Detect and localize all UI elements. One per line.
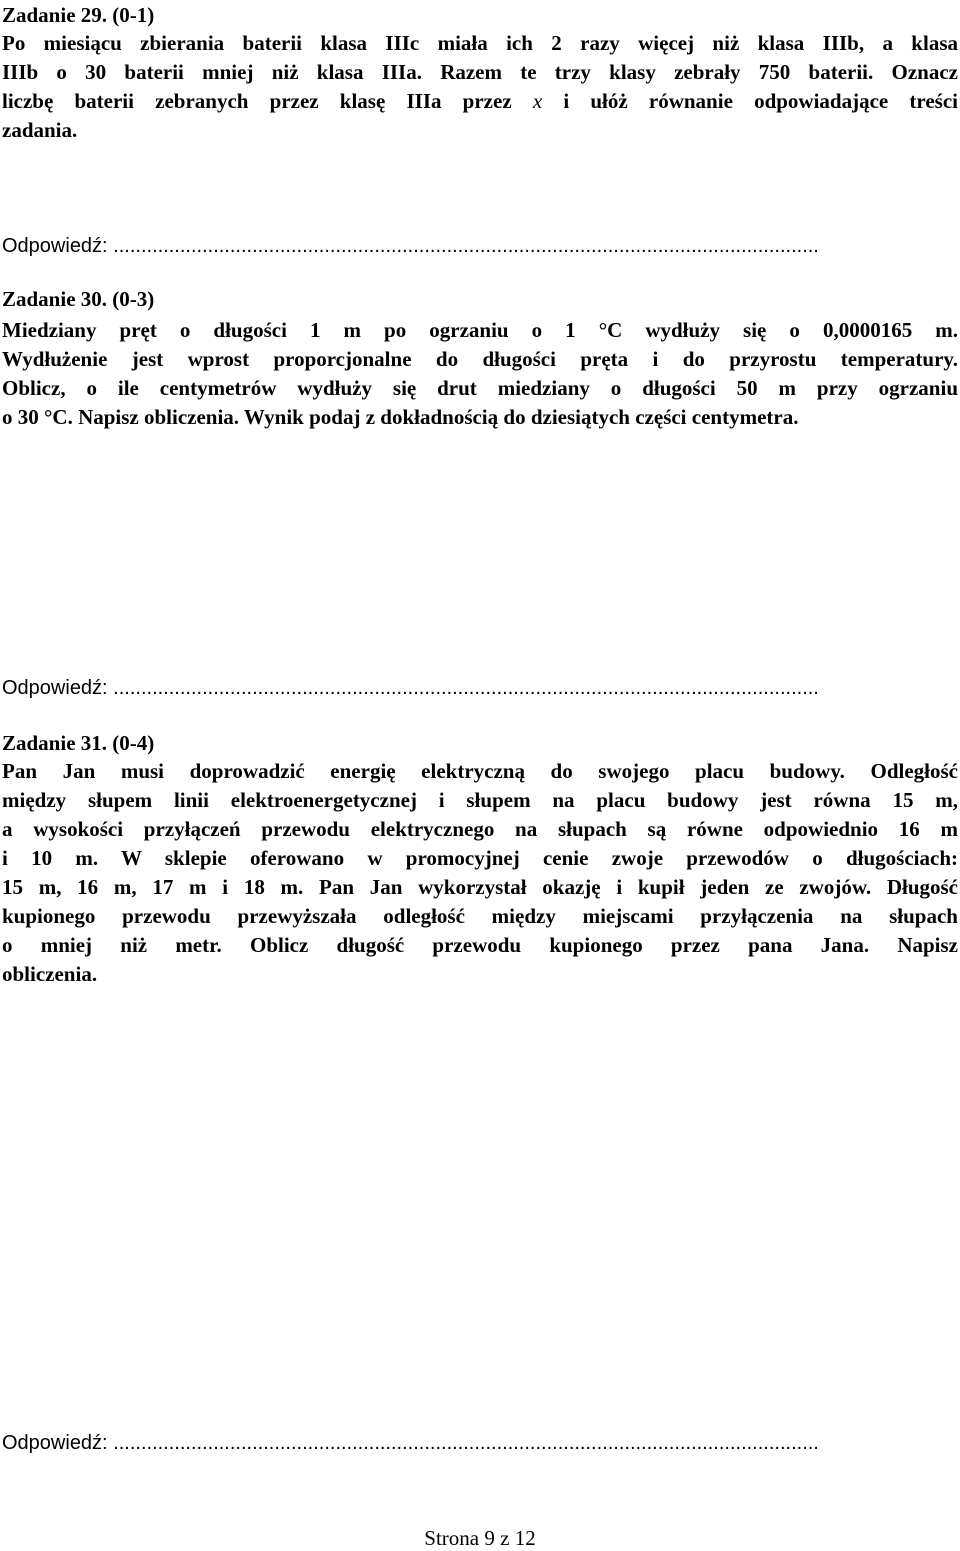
task-30-line-4: o 30 °C. Napisz obliczenia. Wynik podaj z dokładnością do dziesiątych części centymetra. [2,405,799,429]
task-29-line-3 [2,87,958,116]
task-31-line-8: obliczenia. [2,962,98,986]
task-31-line-7: o mniej niż metr. Oblicz długość przewodu kupionego przez pana Jana. Napisz [2,933,958,957]
task-31-line-6: kupionego przewodu przewyższała odległość między miejscami przyłączenia na słupach [2,904,958,928]
task-29-line-3-start: liczbę baterii zebranych przez klasę IIIa przez [2,89,512,113]
task-29-answer-line[interactable]: Odpowiedź: ............................................................................................................................... [2,235,819,257]
task-29-line-4: zadania. [2,118,78,142]
task-30-line-3: Oblicz, o ile centymetrów wydłuży się drut miedziany o długości 50 m przy ogrzaniu [2,376,958,400]
task-29-line-2: IIIb o 30 baterii mniej niż klasa IIIa. Razem te trzy klasy zebrały 750 baterii. Oznacz [2,60,958,84]
task-29-title: Zadanie 29. (0-1) [2,3,155,27]
task-30-text [2,316,958,432]
task-29-line-3-end: i ułóż równanie odpowiadające treści [563,89,959,113]
task-31-text [2,757,958,989]
page-number: Strona 9 z 12 [424,1526,536,1550]
task-29-text [2,29,958,145]
task-31-line-3: a wysokości przyłączeń przewodu elektrycznego na słupach są równe odpowiednio 16 m [2,817,958,841]
task-31-line-2: między słupem linii elektroenergetycznej i słupem na placu budowy jest równa 15 m, [2,788,958,812]
task-30-line-2: Wydłużenie jest wprost proporcjonalne do długości pręta i do przyrostu temperatury. [2,347,958,371]
task-30-answer-line[interactable]: Odpowiedź: ............................................................................................................................... [2,677,819,699]
task-31-line-5: 15 m, 16 m, 17 m i 18 m. Pan Jan wykorzystał okazję i kupił jeden ze zwojów. Długość [2,875,958,899]
variable-x: x [532,89,543,113]
task-30-line-1: Miedziany pręt o długości 1 m po ogrzaniu o 1 °C wydłuży się o 0,0000165 m. [2,318,958,342]
task-31-answer-line[interactable]: Odpowiedź: ............................................................................................................................... [2,1432,819,1454]
task-31-line-1: Pan Jan musi doprowadzić energię elektryczną do swojego placu budowy. Odległość [2,759,958,783]
task-31-line-4: i 10 m. W sklepie oferowano w promocyjnej cenie zwoje przewodów o długościach: [2,846,958,870]
task-29-line-1: Po miesiącu zbierania baterii klasa IIIc miała ich 2 razy więcej niż klasa IIIb, a klasa [2,31,958,55]
task-31-title: Zadanie 31. (0-4) [2,731,155,755]
task-30-title: Zadanie 30. (0-3) [2,287,155,311]
